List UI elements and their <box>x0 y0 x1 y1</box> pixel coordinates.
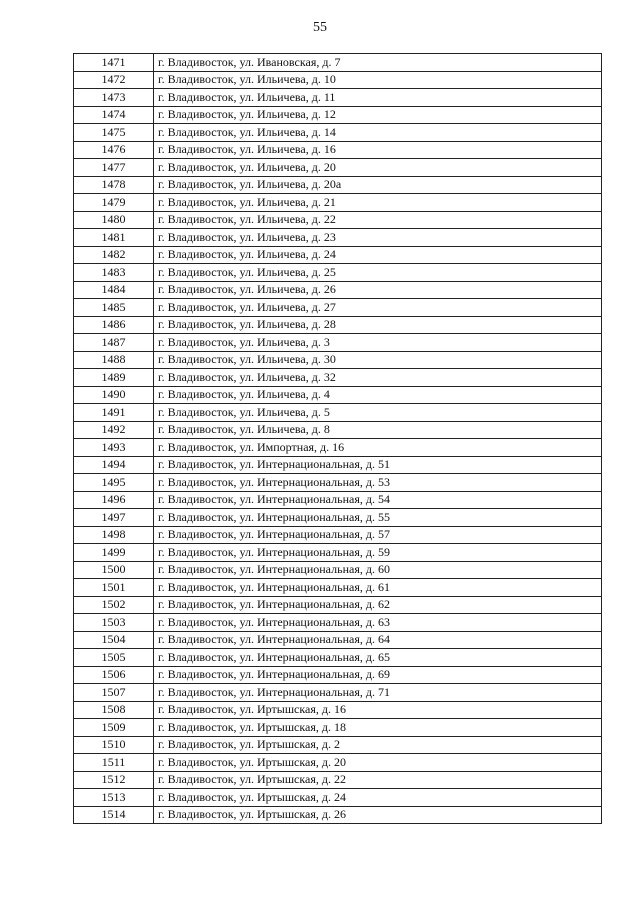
table-row <box>74 771 602 789</box>
row-address: г. Владивосток, ул. Ильичева, д. 27 <box>154 299 602 317</box>
row-number: 1483 <box>74 264 154 282</box>
row-address: г. Владивосток, ул. Иртышская, д. 22 <box>154 771 602 789</box>
row-number: 1491 <box>74 404 154 422</box>
table-row <box>74 509 602 527</box>
row-address: г. Владивосток, ул. Ильичева, д. 26 <box>154 281 602 299</box>
row-number: 1478 <box>74 176 154 194</box>
row-address: г. Владивосток, ул. Интернациональная, д. 51 <box>154 456 602 474</box>
row-address: г. Владивосток, ул. Ильичева, д. 14 <box>154 124 602 142</box>
row-number: 1509 <box>74 719 154 737</box>
row-address: г. Владивосток, ул. Интернациональная, д. 69 <box>154 666 602 684</box>
table-row <box>74 666 602 684</box>
row-number: 1497 <box>74 509 154 527</box>
row-number: 1473 <box>74 89 154 107</box>
row-number: 1492 <box>74 421 154 439</box>
table-row <box>74 649 602 667</box>
row-number: 1485 <box>74 299 154 317</box>
table-row <box>74 561 602 579</box>
row-address: г. Владивосток, ул. Ильичева, д. 10 <box>154 71 602 89</box>
row-address: г. Владивосток, ул. Ильичева, д. 12 <box>154 106 602 124</box>
table-row <box>74 211 602 229</box>
row-address: г. Владивосток, ул. Интернациональная, д. 64 <box>154 631 602 649</box>
row-number: 1480 <box>74 211 154 229</box>
row-number: 1477 <box>74 159 154 177</box>
row-number: 1488 <box>74 351 154 369</box>
address-table-body <box>74 54 602 824</box>
row-address: г. Владивосток, ул. Иртышская, д. 26 <box>154 806 602 824</box>
row-address: г. Владивосток, ул. Ильичева, д. 21 <box>154 194 602 212</box>
row-number: 1514 <box>74 806 154 824</box>
table-row <box>74 614 602 632</box>
table-row <box>74 54 602 72</box>
row-number: 1476 <box>74 141 154 159</box>
row-number: 1511 <box>74 754 154 772</box>
table-row <box>74 719 602 737</box>
table-row <box>74 89 602 107</box>
row-address: г. Владивосток, ул. Иртышская, д. 18 <box>154 719 602 737</box>
row-address: г. Владивосток, ул. Ильичева, д. 20а <box>154 176 602 194</box>
row-address: г. Владивосток, ул. Интернациональная, д. 54 <box>154 491 602 509</box>
row-address: г. Владивосток, ул. Ивановская, д. 7 <box>154 54 602 72</box>
table-row <box>74 299 602 317</box>
row-number: 1508 <box>74 701 154 719</box>
row-address: г. Владивосток, ул. Ильичева, д. 32 <box>154 369 602 387</box>
table-row <box>74 386 602 404</box>
row-number: 1484 <box>74 281 154 299</box>
row-address: г. Владивосток, ул. Интернациональная, д. 60 <box>154 561 602 579</box>
row-address: г. Владивосток, ул. Ильичева, д. 22 <box>154 211 602 229</box>
row-number: 1482 <box>74 246 154 264</box>
row-address: г. Владивосток, ул. Ильичева, д. 4 <box>154 386 602 404</box>
row-number: 1472 <box>74 71 154 89</box>
row-number: 1499 <box>74 544 154 562</box>
table-row <box>74 544 602 562</box>
row-address: г. Владивосток, ул. Ильичева, д. 16 <box>154 141 602 159</box>
row-number: 1493 <box>74 439 154 457</box>
table-row <box>74 176 602 194</box>
row-number: 1486 <box>74 316 154 334</box>
row-number: 1501 <box>74 579 154 597</box>
table-row <box>74 684 602 702</box>
row-number: 1506 <box>74 666 154 684</box>
table-row <box>74 246 602 264</box>
table-row <box>74 351 602 369</box>
row-number: 1474 <box>74 106 154 124</box>
row-number: 1513 <box>74 789 154 807</box>
row-address: г. Владивосток, ул. Ильичева, д. 11 <box>154 89 602 107</box>
table-row <box>74 631 602 649</box>
row-number: 1510 <box>74 736 154 754</box>
table-row <box>74 491 602 509</box>
row-number: 1502 <box>74 596 154 614</box>
table-row <box>74 106 602 124</box>
table-row <box>74 701 602 719</box>
row-number: 1504 <box>74 631 154 649</box>
table-row <box>74 229 602 247</box>
row-number: 1495 <box>74 474 154 492</box>
row-address: г. Владивосток, ул. Иртышская, д. 16 <box>154 701 602 719</box>
row-address: г. Владивосток, ул. Ильичева, д. 8 <box>154 421 602 439</box>
row-number: 1498 <box>74 526 154 544</box>
row-address: г. Владивосток, ул. Интернациональная, д. 63 <box>154 614 602 632</box>
row-address: г. Владивосток, ул. Иртышская, д. 20 <box>154 754 602 772</box>
row-number: 1507 <box>74 684 154 702</box>
row-address: г. Владивосток, ул. Интернациональная, д. 59 <box>154 544 602 562</box>
table-row <box>74 526 602 544</box>
row-number: 1505 <box>74 649 154 667</box>
row-address: г. Владивосток, ул. Ильичева, д. 24 <box>154 246 602 264</box>
table-row <box>74 124 602 142</box>
row-address: г. Владивосток, ул. Ильичева, д. 28 <box>154 316 602 334</box>
row-address: г. Владивосток, ул. Иртышская, д. 24 <box>154 789 602 807</box>
table-row <box>74 71 602 89</box>
table-row <box>74 754 602 772</box>
table-row <box>74 334 602 352</box>
row-address: г. Владивосток, ул. Ильичева, д. 23 <box>154 229 602 247</box>
row-number: 1494 <box>74 456 154 474</box>
table-row <box>74 456 602 474</box>
row-address: г. Владивосток, ул. Ильичева, д. 20 <box>154 159 602 177</box>
table-row <box>74 316 602 334</box>
table-row <box>74 596 602 614</box>
table-row <box>74 159 602 177</box>
row-number: 1489 <box>74 369 154 387</box>
row-address: г. Владивосток, ул. Ильичева, д. 30 <box>154 351 602 369</box>
table-row <box>74 579 602 597</box>
table-row <box>74 736 602 754</box>
page-number: 55 <box>313 20 327 35</box>
row-number: 1503 <box>74 614 154 632</box>
address-table <box>73 53 602 824</box>
row-address: г. Владивосток, ул. Интернациональная, д. 71 <box>154 684 602 702</box>
row-address: г. Владивосток, ул. Иртышская, д. 2 <box>154 736 602 754</box>
table-row <box>74 369 602 387</box>
row-address: г. Владивосток, ул. Интернациональная, д. 65 <box>154 649 602 667</box>
row-number: 1496 <box>74 491 154 509</box>
row-address: г. Владивосток, ул. Ильичева, д. 25 <box>154 264 602 282</box>
table-row <box>74 264 602 282</box>
row-number: 1471 <box>74 54 154 72</box>
table-row <box>74 439 602 457</box>
row-address: г. Владивосток, ул. Интернациональная, д. 55 <box>154 509 602 527</box>
table-row <box>74 281 602 299</box>
table-row <box>74 404 602 422</box>
row-number: 1479 <box>74 194 154 212</box>
row-number: 1487 <box>74 334 154 352</box>
table-row <box>74 141 602 159</box>
row-number: 1475 <box>74 124 154 142</box>
row-number: 1512 <box>74 771 154 789</box>
row-address: г. Владивосток, ул. Интернациональная, д. 53 <box>154 474 602 492</box>
table-row <box>74 194 602 212</box>
table-row <box>74 806 602 824</box>
row-address: г. Владивосток, ул. Ильичева, д. 5 <box>154 404 602 422</box>
row-address: г. Владивосток, ул. Интернациональная, д. 57 <box>154 526 602 544</box>
row-address: г. Владивосток, ул. Импортная, д. 16 <box>154 439 602 457</box>
row-number: 1500 <box>74 561 154 579</box>
row-number: 1481 <box>74 229 154 247</box>
table-row <box>74 421 602 439</box>
table-row <box>74 789 602 807</box>
row-address: г. Владивосток, ул. Ильичева, д. 3 <box>154 334 602 352</box>
row-number: 1490 <box>74 386 154 404</box>
row-address: г. Владивосток, ул. Интернациональная, д. 62 <box>154 596 602 614</box>
row-address: г. Владивосток, ул. Интернациональная, д. 61 <box>154 579 602 597</box>
table-row <box>74 474 602 492</box>
